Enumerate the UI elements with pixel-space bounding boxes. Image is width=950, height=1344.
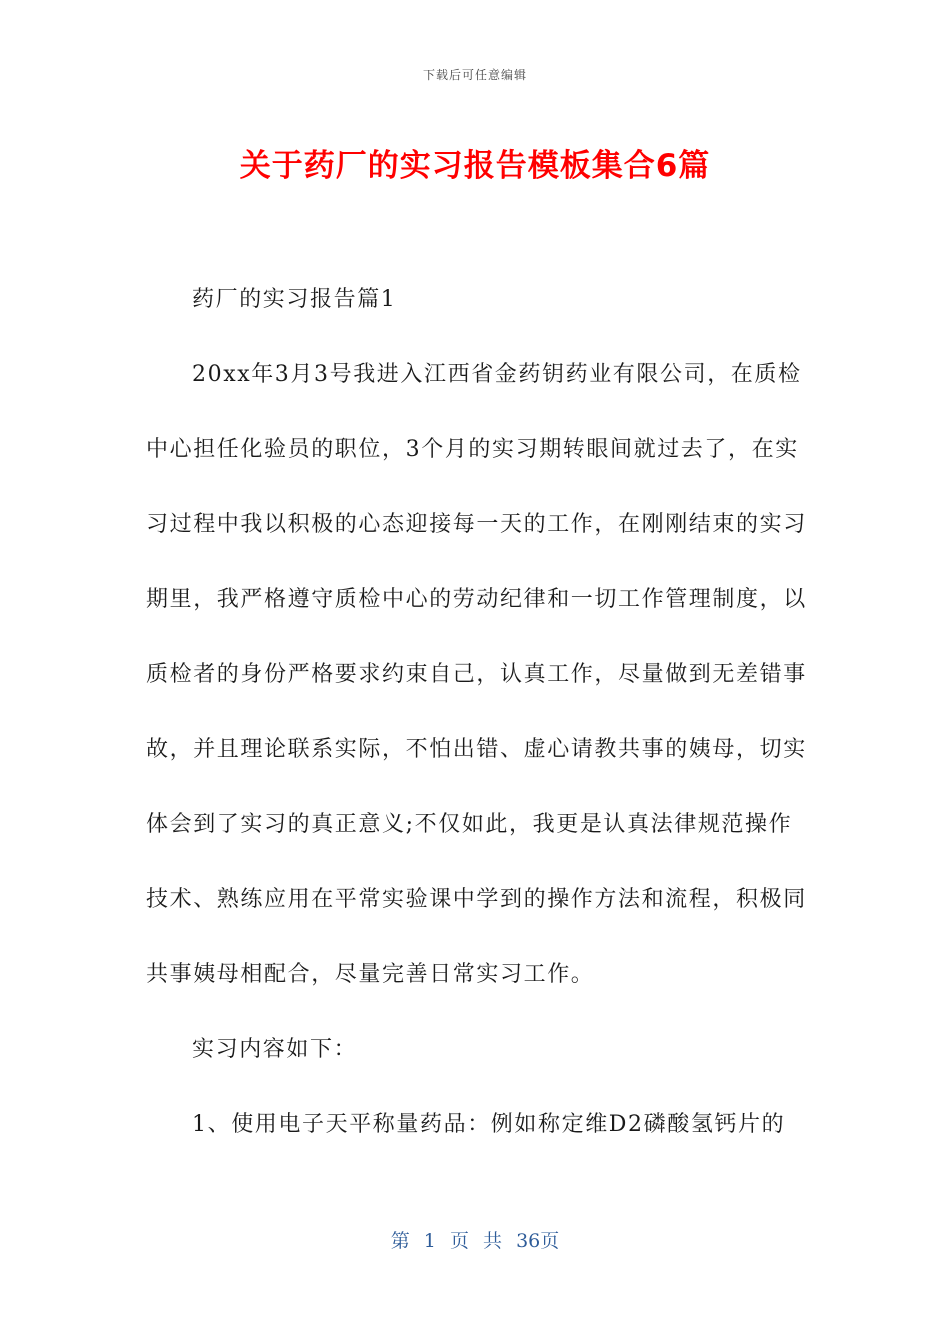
- footer-prefix: 第: [390, 1230, 410, 1252]
- page-footer: [0, 1226, 950, 1253]
- footer-total-pages: 36页: [516, 1230, 560, 1252]
- document-body: [146, 262, 808, 1162]
- footer-page-number: 1: [423, 1230, 436, 1252]
- paragraph: 20xx年3月3号我进入江西省金药钥药业有限公司，在质检中心担任化验员的职位，3个月的实习期转眼间就过去了，在实习过程中我以积极的心态迎接每一天的工作，在刚刚结束的实习期里，我严格遵守质检中心的劳动纪律和一切工作管理制度，以质检者的身份严格要求约束自己，认真工作，尽量做到无差错事故，并且理论联系实际，不怕出错、虚心请教共事的姨母，切实体会到了实习的真正意义;不仅如此，我更是认真法律规范操作技术、熟练应用在平常实验课中学到的操作方法和流程，积极同共事姨母相配合，尽量完善日常实习工作。: [146, 362, 807, 987]
- paragraph: 实习内容如下：: [192, 1037, 358, 1062]
- paragraph: 1、使用电子天平称量药品：例如称定维D2磷酸氢钙片的: [192, 1112, 786, 1137]
- header-note: 下载后可任意编辑: [422, 68, 527, 82]
- footer-page-word: 页: [449, 1230, 469, 1252]
- section-heading: 药厂的实习报告篇1: [192, 287, 397, 312]
- footer-total-word: 共: [483, 1230, 503, 1252]
- document-title: 关于药厂的实习报告模板集合6篇: [239, 148, 711, 184]
